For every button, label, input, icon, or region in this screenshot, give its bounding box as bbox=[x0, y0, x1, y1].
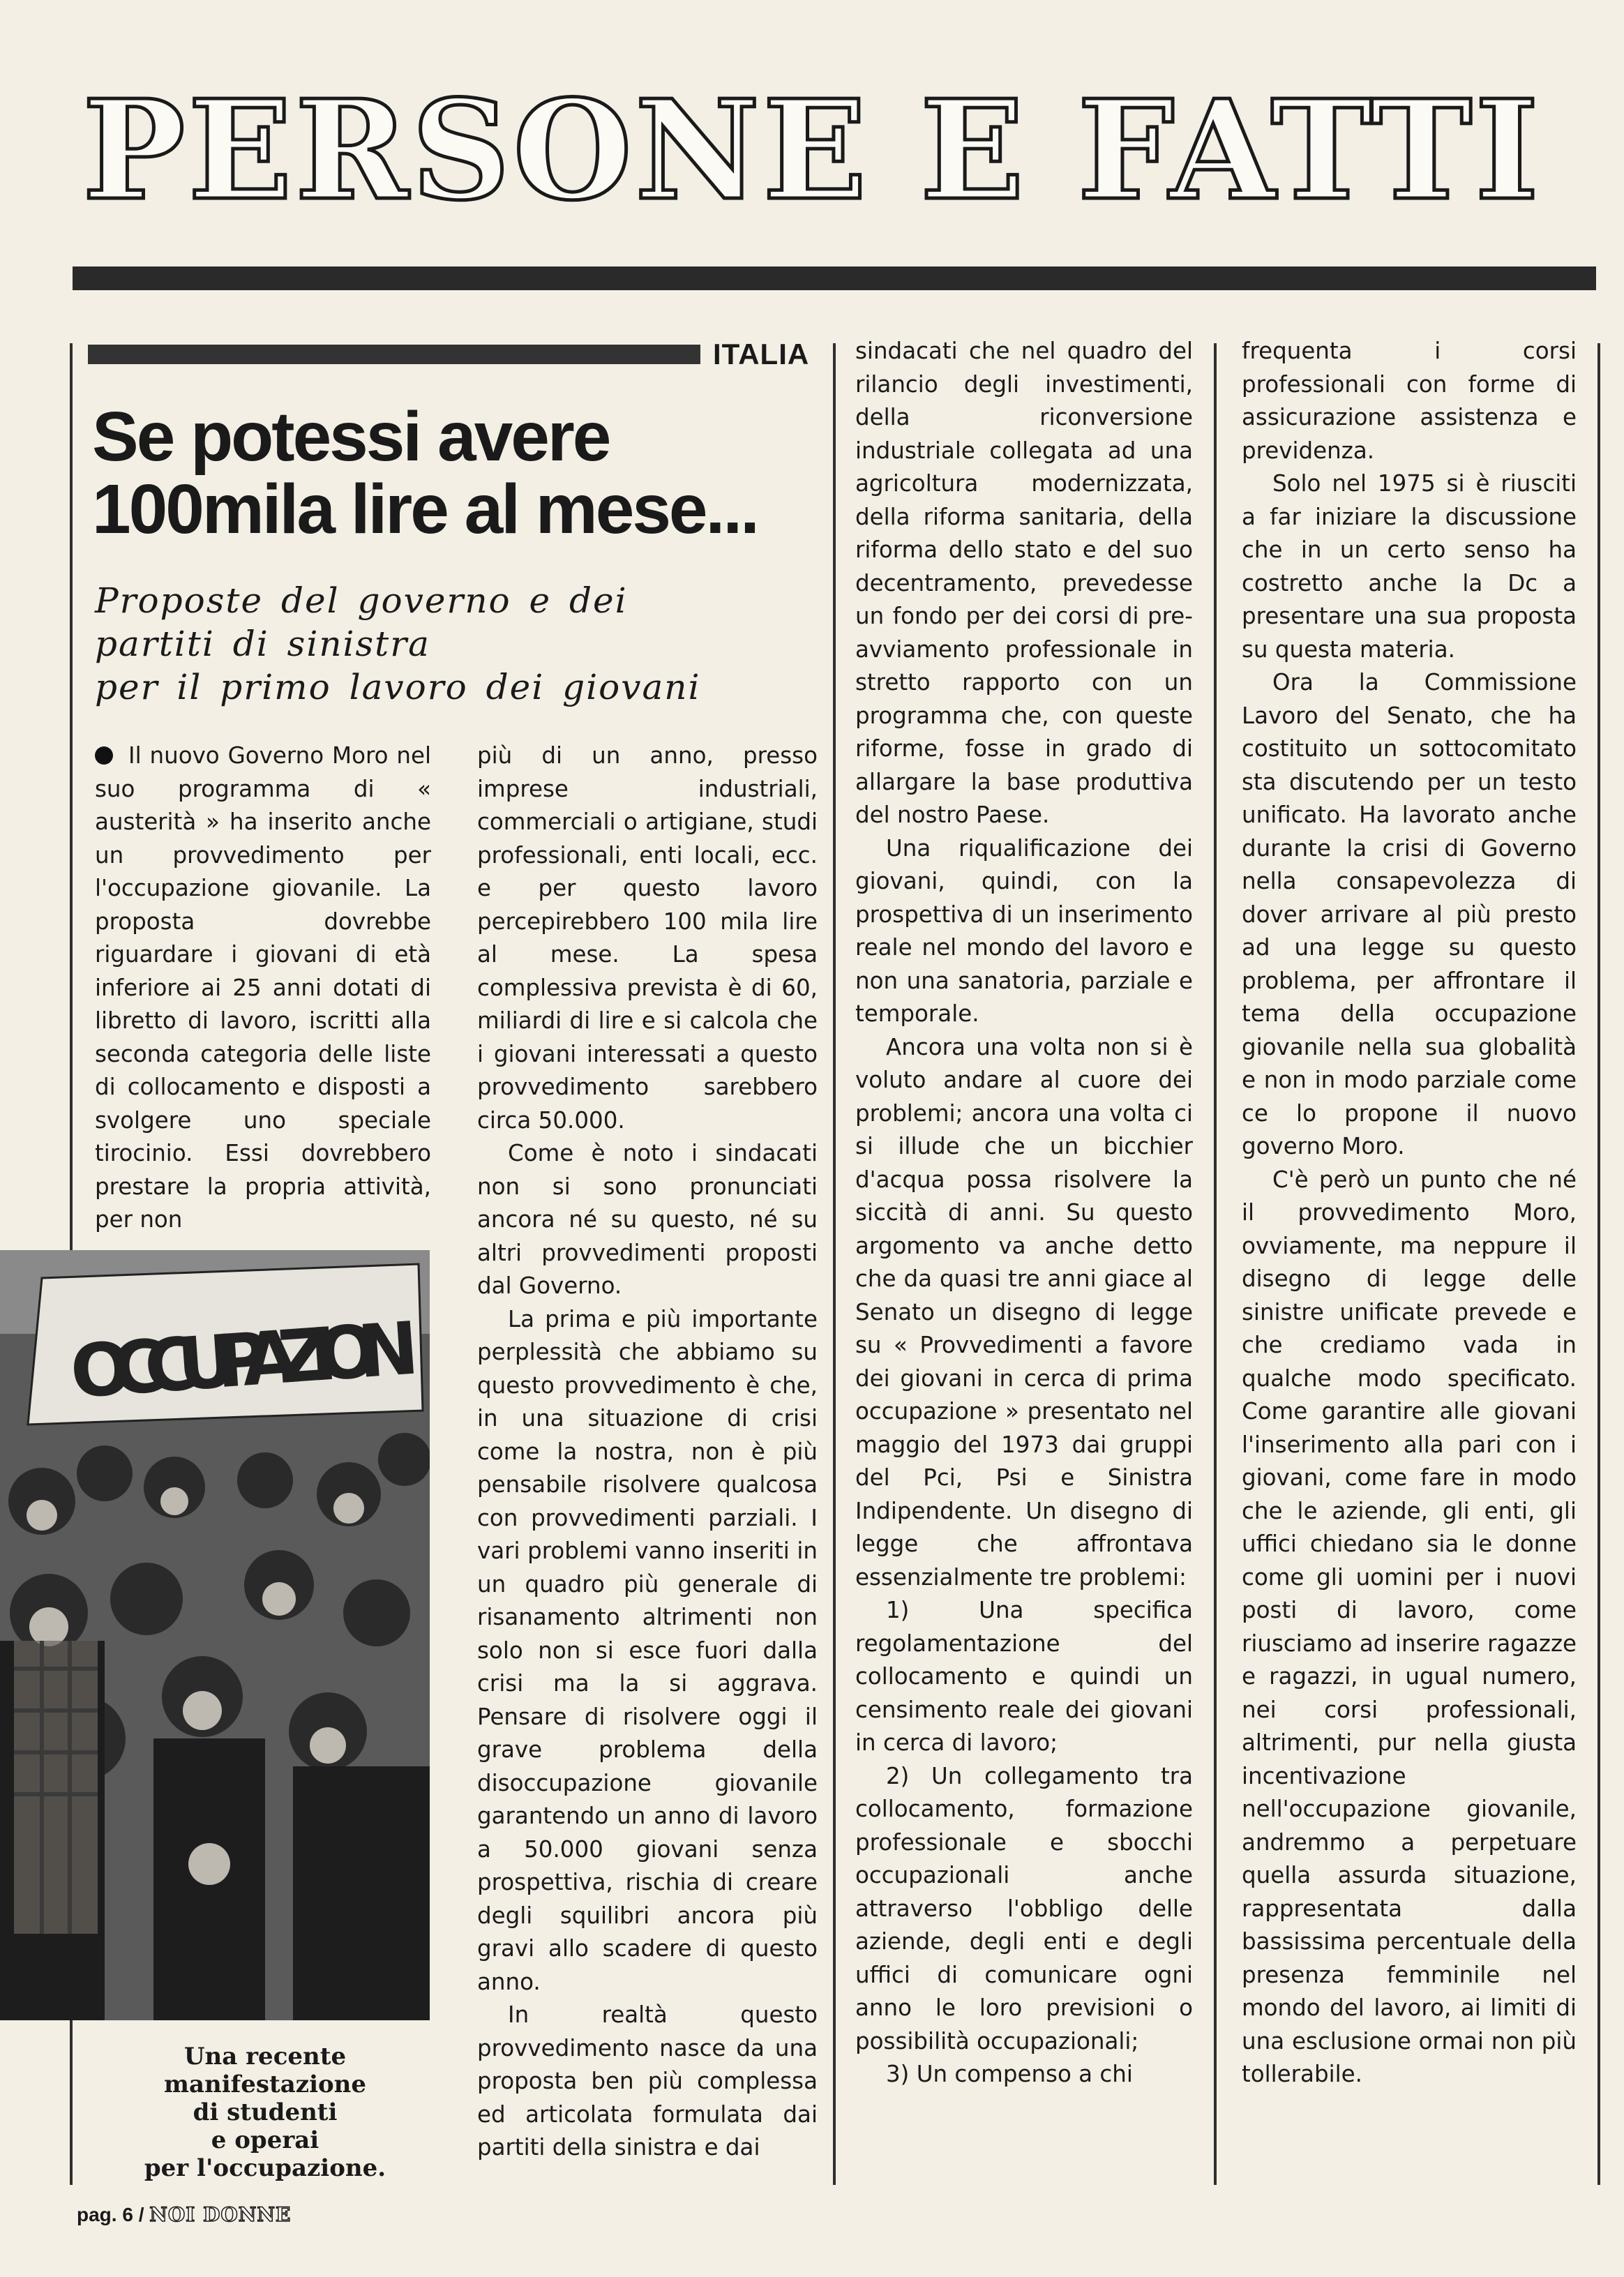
article-paragraph: 2) Un collegamento tra collocamento, formazione professionale e sbocchi occupazionali anche attraverso l'obbligo delle aziende, degli enti e degli uffici di comunicare ogni anno le loro previsioni o possibilità occupazionali; bbox=[855, 1762, 1193, 2054]
page-number: pag. 6 / bbox=[77, 2204, 144, 2225]
protest-photo bbox=[0, 1250, 430, 2020]
article-column-2 bbox=[477, 739, 818, 2165]
article-column-1 bbox=[95, 739, 431, 1237]
article-paragraph: Ora la Commissione Lavoro del Senato, che ha costituito un sottocomitato sta discutendo per un testo unificato. Ha lavorato anche durante la crisi di Governo nella consapevolezza di dover arrivare al più presto ad una legge su questo problema, per affrontare il tema della occupazione giovanile nella sua globalità e non in modo parziale come ce lo propone il nuovo governo Moro. bbox=[1242, 669, 1577, 1159]
caption-line: per l'occupazione. bbox=[144, 2154, 386, 2182]
article-paragraph: sindacati che nel quadro del rilancio degli investimenti, della riconversione industriale collegata ad una agricoltura modernizzata, della riforma sanitaria, della riforma dello stato e del suo decentramento, prevedesse un fondo per dei corsi di pre-avviamento professionale in stretto rapporto con un programma che, con queste riforme, fosse in grado di allargare la base produttiva del nostro Paese. bbox=[855, 338, 1193, 828]
article-paragraph: Come è noto i sindacati non si sono pronunciati ancora né su questo, né su altri provvedimenti proposti dal Governo. bbox=[477, 1140, 818, 1299]
caption-line: di studenti bbox=[193, 2098, 338, 2126]
column-divider bbox=[1214, 343, 1217, 2185]
caption-line: e operai bbox=[211, 2126, 319, 2154]
article-column-4 bbox=[1242, 335, 1577, 2091]
headline-line: Se potessi avere bbox=[92, 398, 610, 476]
headline-line: 100mila lire al mese... bbox=[92, 470, 758, 548]
article-paragraph: 3) Un compenso a chi bbox=[886, 2061, 1133, 2087]
bullet-icon bbox=[95, 746, 113, 765]
article-paragraph: più di un anno, presso imprese industriali, commerciali o artigiane, studi professionali, enti locali, ecc. e per questo lavoro percepirebbero 100 mila lire al mese. La spesa complessiva prevista è di 60, miliardi di lire e si calcola che i giovani interessati a questo provvedimento sarebbero circa 50.000. bbox=[477, 742, 818, 1134]
photo-caption bbox=[119, 2043, 412, 2182]
column-divider bbox=[833, 343, 836, 2185]
section-bar bbox=[88, 345, 700, 364]
article-paragraph: Solo nel 1975 si è riusciti a far iniziare la discussione che in un certo senso ha costretto anche la Dc a presentare una sua proposta su questa materia. bbox=[1242, 470, 1577, 663]
masthead-title: PERSONE E FATTI bbox=[82, 70, 1542, 231]
magazine-logo: NOI DONNE bbox=[149, 2203, 292, 2226]
page-footer bbox=[77, 2203, 291, 2226]
masthead-rule bbox=[73, 266, 1596, 290]
article-paragraph: Una riqualificazione dei giovani, quindi, con la prospettiva di un inserimento reale nel mondo del lavoro e non una sanatoria, parziale e temporale. bbox=[855, 834, 1193, 1027]
caption-line: manifestazione bbox=[163, 2071, 367, 2098]
article-paragraph: frequenta i corsi professionali con forme di assicurazione assistenza e previdenza. bbox=[1242, 338, 1577, 464]
subheadline bbox=[95, 579, 820, 709]
subhead-line: per il primo lavoro dei giovani bbox=[95, 667, 701, 707]
column-divider bbox=[1597, 343, 1600, 2185]
subhead-line: partiti di sinistra bbox=[95, 624, 430, 664]
article-column-3 bbox=[855, 335, 1193, 2091]
article-paragraph: Il nuovo Governo Moro nel suo programma di « austerità » ha inserito anche un provvedimento per l'occupazione giovanile. La proposta dovrebbe riguardare i giovani di età inferiore ai 25 anni dotati di libretto di lavoro, iscritti alla seconda categoria delle liste di collocamento e disposti a svolgere uno speciale tirocinio. Essi dovrebbero prestare la propria attività, per non bbox=[95, 742, 431, 1233]
section-label: ITALIA bbox=[713, 338, 810, 370]
article-paragraph: In realtà questo provvedimento nasce da una proposta ben più complessa ed articolata formulata dai partiti della sinistra e dai bbox=[477, 2001, 818, 2160]
article-paragraph: Ancora una volta non si è voluto andare al cuore dei problemi; ancora una volta ci si illude che un bicchier d'acqua possa risolvere la siccità di anni. Su questo argomento va anche detto che da quasi tre anni giace al Senato un disegno di legge su « Provvedimenti a favore dei giovani in cerca di prima occupazione » presentato nel maggio del 1973 dai gruppi del Pci, Psi e Sinistra Indipendente. Un disegno di legge che affrontava essenzialmente tre problemi: bbox=[855, 1033, 1193, 1591]
article-paragraph: C'è però un punto che né il provvedimento Moro, ovviamente, ma neppure il disegno di legge delle sinistre unificate prevede e che crediamo vada in qualche modo specificato. Come garantire alle giovani l'inserimento alla pari con i giovani, come fare in modo che le aziende, gli enti, gli uffici chiedano sia le donne come gli uomini per i nuovi posti di lavoro, come riusciamo ad inserire ragazze e ragazzi, in ugual numero, nei corsi professionali, altrimenti, pur nella giusta incentivazione nell'occupazione giovanile, andremmo a perpetuare quella assurda situazione, rappresentata dalla bassissima percentuale della presenza femminile nel mondo del lavoro, ai limiti di una esclusione ormai non più tollerabile. bbox=[1242, 1166, 1577, 2087]
article-paragraph: La prima e più importante perplessità che abbiamo su questo provvedimento è che, in una situazione di crisi come la nostra, non è più pensabile risolvere qualcosa con provvedimenti parziali. I vari problemi vanno inseriti in un quadro più generale di risanamento altrimenti non solo non si esce fuori dalla crisi ma la si aggrava. Pensare di risolvere oggi il grave problema della disoccupazione giovanile garantendo un anno di lavoro a 50.000 giovani senza prospettiva, rischia di creare degli squilibri ancora più gravi allo scadere di questo anno. bbox=[477, 1305, 818, 1995]
protest-photo-image bbox=[0, 1250, 430, 2020]
subhead-line: Proposte del governo e dei bbox=[95, 580, 628, 621]
headline bbox=[92, 400, 818, 546]
caption-line: Una recente bbox=[183, 2043, 347, 2071]
photo-banner-text: OCCUPAZION bbox=[67, 1305, 422, 1415]
article-paragraph: 1) Una specifica regolamentazione del collocamento e quindi un censimento reale dei giovani in cerca di lavoro; bbox=[855, 1597, 1193, 1756]
